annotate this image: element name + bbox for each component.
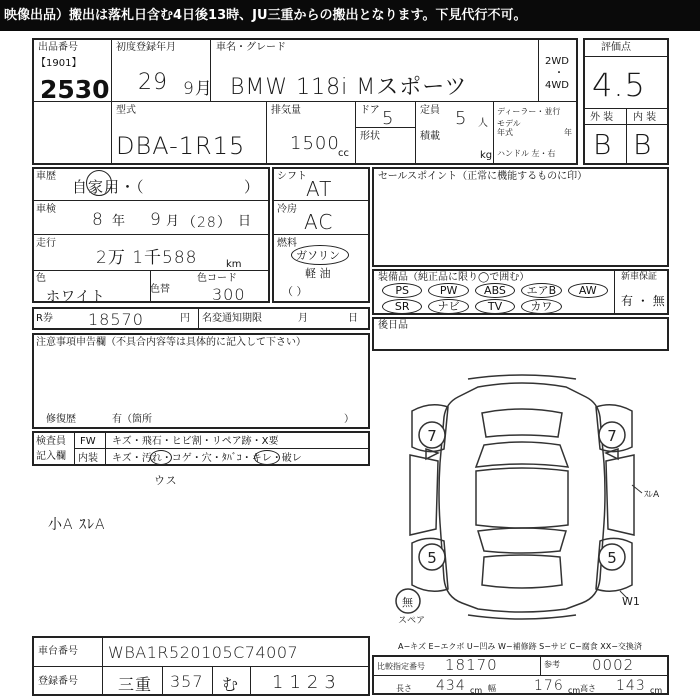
color-change-label: 色替 <box>150 284 170 295</box>
fuel-other: （ ） <box>282 285 308 298</box>
mileage-label: 走行 <box>36 238 56 249</box>
handle-label: ハンドル 左・右 <box>497 149 556 158</box>
model-value: DBA-1R15 <box>116 132 246 160</box>
shift-label: シフト <box>277 171 307 182</box>
grade-ext-value: B <box>593 128 613 161</box>
model-year-label: モデル <box>497 119 521 128</box>
car-outline <box>372 353 669 626</box>
dealer-label: ディーラー・並行 <box>497 107 561 116</box>
inspection-month: 9 <box>150 210 162 230</box>
color-code-label: 色コード <box>197 273 237 284</box>
displacement-label: 排気量 <box>271 105 301 116</box>
repair-close: ） <box>344 414 354 425</box>
inspector-label-2: 記入欄 <box>36 451 66 462</box>
inspection-year-unit: 年 <box>112 214 126 229</box>
notice-label: 名変通知期限 <box>202 313 262 324</box>
recycle-unit: 円 <box>180 313 190 324</box>
grade-value: 4.5 <box>592 66 646 104</box>
handwritten-note: 小A ｽﾚA <box>48 517 106 533</box>
color-code: 300 <box>212 285 246 304</box>
lot-number: 2530 <box>40 75 110 104</box>
warranty-label: 新車保証 <box>621 272 658 282</box>
plate-class: 357 <box>170 672 204 691</box>
car-name-value: BMW 118i Mスポーツ <box>230 75 468 100</box>
inspection-month-unit: 月 <box>166 214 180 229</box>
spare-label: スペア <box>398 616 426 626</box>
post-fit-block <box>372 317 669 351</box>
model-year-label2: 年式 <box>497 128 513 137</box>
aircon-label: 冷房 <box>277 204 297 215</box>
drive-2wd: 2WD <box>545 56 569 67</box>
spare-mark: 無 <box>402 596 413 609</box>
grade-int-label: 内 装 <box>633 112 657 123</box>
length-value: 434 <box>436 678 466 694</box>
displacement-unit: cc <box>338 148 349 159</box>
plate-kana: む <box>222 675 240 694</box>
inspection-label: 車検 <box>36 204 56 215</box>
notice-month: 月 <box>298 313 308 324</box>
equipment-item-r1-4: AW <box>568 283 608 298</box>
post-fit-label: 後日品 <box>378 320 408 331</box>
equipment-label: 装備品（純正品に限り◯で囲む） <box>378 272 530 283</box>
lot-session: 【1901】 <box>36 58 82 69</box>
load-label: 積載 <box>420 131 440 142</box>
drive-4wd: 4WD <box>545 80 569 91</box>
mileage-value: 2万 1千588 <box>96 248 198 268</box>
warranty-no: 無 <box>652 294 665 308</box>
recycle-block <box>32 307 370 330</box>
sales-point-label: セールスポイント（正常に機能するものに印） <box>378 171 588 182</box>
color-label: 色 <box>36 273 46 284</box>
reg-year: 29 <box>138 70 168 95</box>
sales-point-block <box>372 167 669 267</box>
color-value: ホワイト <box>46 289 106 305</box>
tire-mark-rear-left: 5 <box>427 549 437 567</box>
vin-compare-value: 18170 <box>445 656 498 674</box>
int-text: キズ・汚れ・コゲ・穴・ﾀﾊﾞｺ・キレ・破レ <box>112 453 302 464</box>
year-unit: 年 <box>564 128 572 137</box>
tire-mark-rear-right: 5 <box>607 549 617 567</box>
reg-month: 9月 <box>183 79 213 99</box>
chassis-label: 車台番号 <box>38 646 78 657</box>
recycle-label: R券 <box>36 313 53 324</box>
shift-value: AT <box>306 177 333 201</box>
shape-label: 形状 <box>360 131 380 142</box>
warranty-yes: 有 <box>621 294 634 308</box>
displacement-value: 1500 <box>290 133 340 154</box>
tire-mark-front-left: 7 <box>427 427 437 445</box>
fuel-circle <box>291 245 349 265</box>
fuel-label: 燃料 <box>277 238 297 249</box>
vin-compare-label: 比較指定番号 <box>377 662 425 671</box>
width-label: 幅 <box>488 684 496 693</box>
plate-label: 登録番号 <box>38 676 78 687</box>
right-side-note: ｽﾚA <box>644 490 660 500</box>
fuel-gas: ガソリン <box>296 249 340 262</box>
equipment-row-2 <box>382 299 614 313</box>
height-value: 143 <box>616 678 646 694</box>
damage-legend: A−キズ E−エクボ U−凹み W−補修跡 S−サビ C−腐食 XX−交換済 <box>398 642 642 651</box>
grade-int-value: B <box>633 128 653 161</box>
inspector-label-1: 検査員 <box>36 436 66 447</box>
width-unit: cm <box>568 686 581 695</box>
tire-mark-front-right: 7 <box>607 427 617 445</box>
aircon-value: AC <box>304 210 334 234</box>
equipment-item-r2-1: ナビ <box>428 299 468 314</box>
int-circle-1 <box>150 450 172 465</box>
lot-label: 出品番号 <box>38 42 78 53</box>
height-label: 高さ <box>580 684 596 693</box>
equipment-item-r1-0: PS <box>382 283 422 298</box>
grade-ext-label: 外 装 <box>590 112 614 123</box>
ref-value: 0002 <box>592 656 635 674</box>
notice-banner: 映像出品）搬出は落札日含む4日後13時、JU三重からの搬出となります。下見代行不可。 <box>0 0 700 31</box>
notice-day: 日 <box>348 313 358 324</box>
plate-number: 1123 <box>272 672 342 693</box>
warranty-sep: ・ <box>636 294 649 308</box>
equipment-item-r1-1: PW <box>428 283 468 298</box>
capacity-value: 5 <box>455 108 468 129</box>
capacity-unit: 人 <box>478 118 488 129</box>
fw-label: FW <box>80 436 96 447</box>
int-note: ウス <box>154 474 178 487</box>
load-unit: kg <box>480 150 493 161</box>
car-name-label: 車名・グレード <box>216 42 286 53</box>
height-unit: cm <box>650 686 663 695</box>
history-value: 自家用・（ <box>72 178 145 196</box>
int-circle-2 <box>254 450 280 465</box>
length-unit: cm <box>470 686 483 695</box>
plate-region: 三重 <box>118 675 153 694</box>
length-label: 長さ <box>396 684 412 693</box>
inspection-day-unit: 日 <box>238 214 252 229</box>
equipment-item-r2-0: SR <box>382 299 422 314</box>
equipment-item-r1-3: エアB <box>521 283 561 298</box>
equipment-item-r2-3: カワ <box>521 299 561 314</box>
repair-value: 有（箇所 <box>112 414 152 425</box>
equipment-item-r2-2: TV <box>475 299 515 314</box>
grade-label: 評価点 <box>601 42 631 53</box>
ref-label: 参考 <box>544 660 560 669</box>
recycle-value: 18570 <box>88 310 144 329</box>
inspection-year: 8 <box>92 210 104 230</box>
int-label: 内装 <box>78 453 98 464</box>
capacity-label: 定員 <box>420 105 440 116</box>
repair-label: 修復歴 <box>46 414 76 425</box>
fw-text: キズ・飛石・ヒビ割・リペア跡・X要 <box>112 436 279 447</box>
drive-dot: ・ <box>554 68 564 79</box>
history-close: ） <box>244 178 261 196</box>
equipment-item-r1-2: ABS <box>475 283 515 298</box>
doors-label: ドア <box>360 105 380 116</box>
inspection-day: （28） <box>182 215 232 231</box>
reg-date-label: 初度登録年月 <box>116 42 176 53</box>
width-value: 176 <box>534 678 564 694</box>
history-circle <box>86 170 112 196</box>
remarks-label: 注意事項申告欄（不具合内容等は具体的に記入して下さい） <box>36 337 306 348</box>
mileage-unit: km <box>226 259 242 270</box>
history-label: 車歴 <box>36 171 56 182</box>
doors-value: 5 <box>382 108 395 129</box>
damage-diagram <box>372 353 669 626</box>
fuel-diesel: 軽 油 <box>305 267 331 280</box>
model-label: 型式 <box>116 105 136 116</box>
chassis-value: WBA1R520105C74007 <box>108 643 299 662</box>
rear-note: W1 <box>622 595 640 608</box>
equipment-row-1 <box>382 283 614 297</box>
